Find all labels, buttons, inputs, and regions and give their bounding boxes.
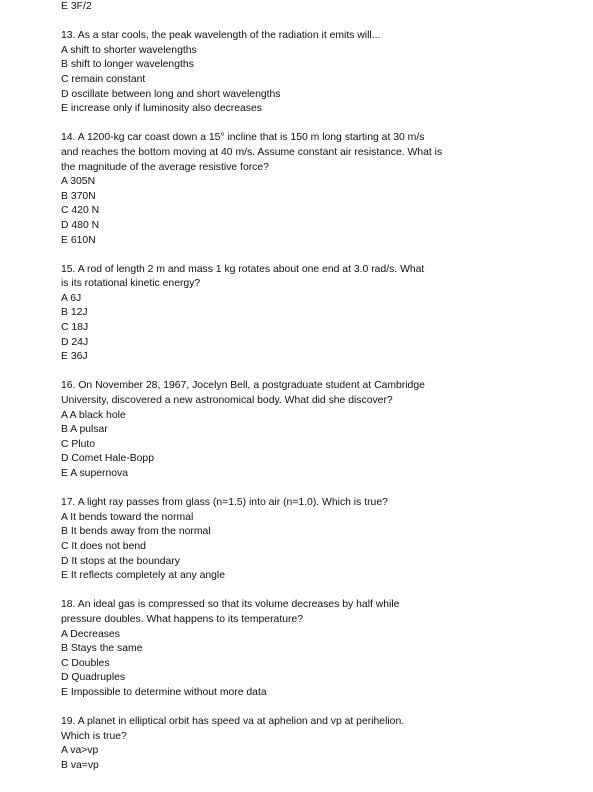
answer-option: D It stops at the boundary <box>61 555 180 567</box>
question-text-line: University, discovered a new astronomical body. What did she discover? <box>61 395 393 407</box>
document-page <box>61 0 561 773</box>
question-block <box>61 131 561 248</box>
answer-option: B A pulsar <box>61 424 108 436</box>
question-text-line: 14. A 1200-kg car coast down a 15° incline that is 150 m long starting at 30 m/s <box>61 132 425 144</box>
answer-option: A 6J <box>61 292 82 304</box>
answer-options <box>61 409 561 482</box>
answer-option: D oscillate between long and short wavelengths <box>61 88 281 100</box>
question-text <box>61 496 561 511</box>
question-block <box>61 598 561 700</box>
answer-option: D Quadruples <box>61 672 126 684</box>
answer-option: B 370N <box>61 190 96 202</box>
answer-option: C It does not bend <box>61 540 146 552</box>
question-block <box>61 496 561 584</box>
answer-option: E 610N <box>61 234 96 246</box>
question-text-line: 16. On November 28, 1967, Jocelyn Bell, a postgraduate student at Cambridge <box>61 380 425 392</box>
question-text-line: 19. A planet in elliptical orbit has speed va at aphelion and vp at perihelion. <box>61 716 405 728</box>
answer-option: C Pluto <box>61 438 96 450</box>
question-text <box>61 379 561 408</box>
question-text-line: 17. A light ray passes from glass (n=1.5) into air (n=1.0). Which is true? <box>61 497 388 509</box>
question-text-line: 18. An ideal gas is compressed so that its volume decreases by half while <box>61 599 400 611</box>
answer-option: C 420 N <box>61 205 100 217</box>
answer-option: A shift to shorter wavelengths <box>61 44 197 56</box>
answer-options <box>61 292 561 365</box>
answer-option: D Comet Hale-Bopp <box>61 453 154 465</box>
answer-options <box>61 44 561 117</box>
answer-option: A 305N <box>61 176 96 188</box>
answer-options <box>61 511 561 584</box>
question-text <box>61 598 561 627</box>
answer-option: A Decreases <box>61 628 120 640</box>
question-text-line: 15. A rod of length 2 m and mass 1 kg rotates about one end at 3.0 rad/s. What <box>61 263 425 275</box>
answer-option: A It bends toward the normal <box>61 511 194 523</box>
leftover-answer-line: E 3F/2 <box>61 1 92 12</box>
question-block <box>61 715 561 773</box>
question-text <box>61 715 561 744</box>
question-text-line: the magnitude of the average resistive force? <box>61 161 269 173</box>
answer-option: C Doubles <box>61 657 110 669</box>
question-text-line: pressure doubles. What happens to its temperature? <box>61 613 304 625</box>
question-text <box>61 263 561 292</box>
question-text-line: and reaches the bottom moving at 40 m/s. Assume constant air resistance. What is <box>61 146 443 158</box>
answer-option: B 12J <box>61 307 88 319</box>
question-text <box>61 131 561 175</box>
question-text-line: is its rotational kinetic energy? <box>61 278 201 290</box>
answer-option: B It bends away from the normal <box>61 526 211 538</box>
answer-option: D 480 N <box>61 219 100 231</box>
answer-option: E 36J <box>61 351 88 363</box>
question-text-line: 13. As a star cools, the peak wavelength of the radiation it emits will... <box>61 30 381 42</box>
answer-option: C remain constant <box>61 73 146 85</box>
question-text-line: Which is true? <box>61 730 127 742</box>
answer-options <box>61 628 561 701</box>
answer-option: E A supernova <box>61 468 129 479</box>
answer-options <box>61 175 561 248</box>
answer-option: E increase only if luminosity also decreases <box>61 103 262 115</box>
question-list <box>61 29 561 773</box>
answer-option: C 18J <box>61 322 89 334</box>
question-text <box>61 29 561 44</box>
answer-option: D 24J <box>61 336 89 348</box>
question-block <box>61 379 561 481</box>
answer-option: A va>vp <box>61 745 99 757</box>
answer-option: E It reflects completely at any angle <box>61 570 226 582</box>
answer-option: A A black hole <box>61 409 126 421</box>
question-block <box>61 29 561 117</box>
answer-option: B Stays the same <box>61 643 143 655</box>
answer-option: B va=vp <box>61 759 99 771</box>
answer-options <box>61 744 561 773</box>
answer-option: E Impossible to determine without more data <box>61 686 267 698</box>
question-block <box>61 263 561 365</box>
answer-option: B shift to longer wavelengths <box>61 59 194 71</box>
